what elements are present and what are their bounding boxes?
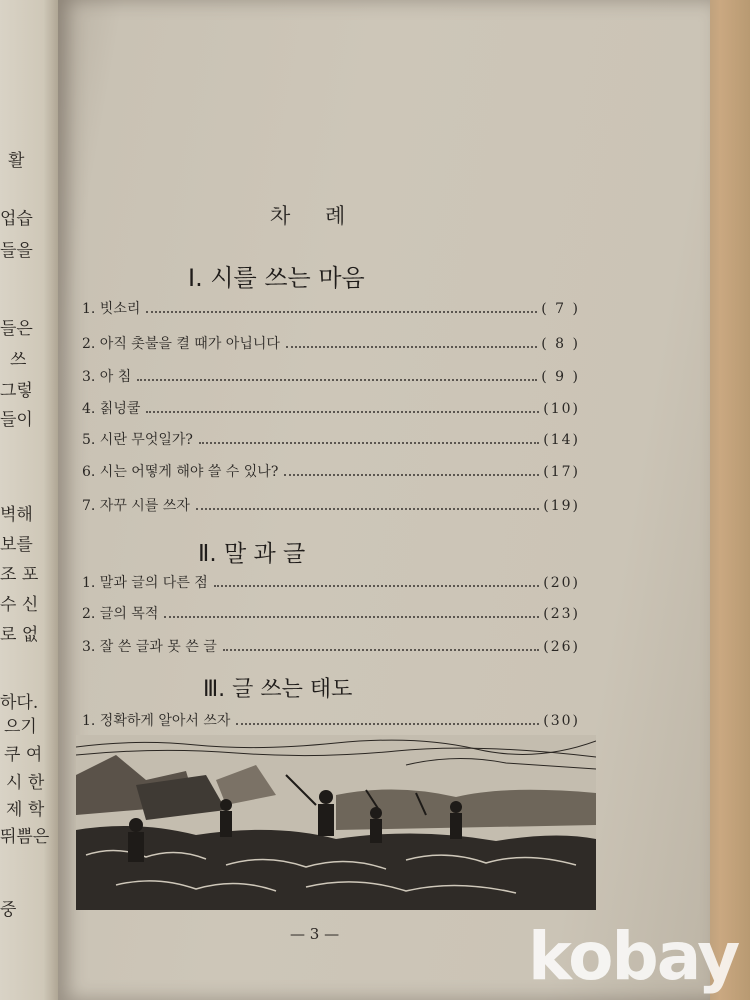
ink-illustration: [76, 735, 596, 910]
page-number: — 3 —: [290, 925, 340, 943]
left-page-text: 쓰: [10, 350, 27, 370]
section-heading-1: Ⅰ. 시를 쓰는 마음: [188, 264, 365, 292]
toc-entry-label: 2. 아직 촛불을 켤 때가 아닙니다: [82, 336, 280, 352]
left-page-text: 들은: [0, 319, 33, 339]
left-page-text: 하다.: [0, 693, 39, 713]
toc-entry-page: (19): [543, 498, 580, 514]
kobay-watermark: kobay: [528, 918, 739, 995]
toc-entry: [82, 366, 580, 388]
toc-entry-page: (10): [543, 401, 580, 417]
leader-dots: [146, 311, 537, 313]
leader-dots: [214, 585, 539, 587]
toc-entry: [82, 298, 580, 320]
left-page-edge: [0, 0, 62, 1000]
toc-entry-page: (30): [543, 713, 580, 729]
toc-entry-label: 5. 시란 무엇일가?: [82, 432, 193, 448]
toc-entry-label: 1. 정확하게 알아서 쓰자: [82, 713, 231, 729]
toc-entry-page: (26): [543, 639, 580, 655]
leader-dots: [199, 442, 539, 444]
left-page-text: 으기: [4, 717, 37, 737]
toc-entry-page: (23): [543, 606, 580, 622]
left-page-text: 벽해: [0, 505, 33, 525]
left-page-text: 시 한: [6, 773, 45, 793]
toc-entry-label: 6. 시는 어떻게 해야 쓸 수 있나?: [82, 464, 279, 480]
left-page-text: 보를: [0, 535, 33, 555]
leader-dots: [146, 411, 539, 413]
toc-entry-page: ( 8 ): [541, 336, 580, 352]
left-page-text: 그렇: [0, 381, 33, 401]
left-page-text: 활: [8, 151, 25, 171]
left-page-text: 조 포: [0, 565, 39, 585]
toc-entry-page: ( 9 ): [541, 369, 580, 385]
toc-entry-page: ( 7 ): [541, 301, 580, 317]
toc-entry-label: 1. 빗소리: [82, 301, 141, 317]
toc-entry-page: (20): [543, 575, 580, 591]
toc-entry-label: 1. 말과 글의 다른 점: [82, 575, 208, 591]
toc-entry: [82, 398, 580, 420]
left-page-text: 수 신: [0, 595, 39, 615]
section-heading-3: Ⅲ. 글 쓰는 태도: [203, 677, 353, 702]
left-page-text: 중: [0, 900, 17, 920]
toc-entry-page: (17): [543, 464, 580, 480]
toc-entry: [82, 429, 580, 451]
left-page-text: 업습: [0, 209, 33, 229]
leader-dots: [223, 649, 540, 651]
leader-dots: [196, 508, 539, 510]
leader-dots: [137, 379, 537, 381]
toc-entry-label: 3. 아 침: [82, 369, 132, 385]
toc-entry: [82, 333, 580, 355]
leader-dots: [236, 723, 539, 725]
section-heading-2: Ⅱ. 말 과 글: [198, 541, 306, 567]
left-page-text: 로 없: [0, 625, 39, 645]
toc-entry-label: 7. 자꾸 시를 쓰자: [82, 498, 190, 514]
toc-title: 차 례: [270, 204, 360, 228]
toc-entry: [82, 710, 580, 732]
toc-entry: [82, 572, 580, 594]
toc-entry-label: 3. 잘 쓴 글과 못 쓴 글: [82, 639, 217, 655]
leader-dots: [164, 616, 539, 618]
left-page-text: 들이: [0, 410, 33, 430]
toc-entry-label: 2. 글의 목적: [82, 606, 159, 622]
toc-entry: [82, 636, 580, 658]
toc-entry-page: (14): [543, 432, 580, 448]
left-page-text: 제 학: [6, 800, 45, 820]
toc-entry: [82, 603, 580, 625]
toc-entry: [82, 461, 580, 483]
toc-entry-label: 4. 칡넝쿨: [82, 401, 141, 417]
left-page-text: 뛰쁨은: [0, 827, 50, 847]
leader-dots: [286, 346, 537, 348]
left-page-text: 들을: [0, 241, 33, 261]
toc-entry: [82, 495, 580, 517]
leader-dots: [284, 474, 539, 476]
left-page-text: 쿠 여: [4, 745, 43, 765]
